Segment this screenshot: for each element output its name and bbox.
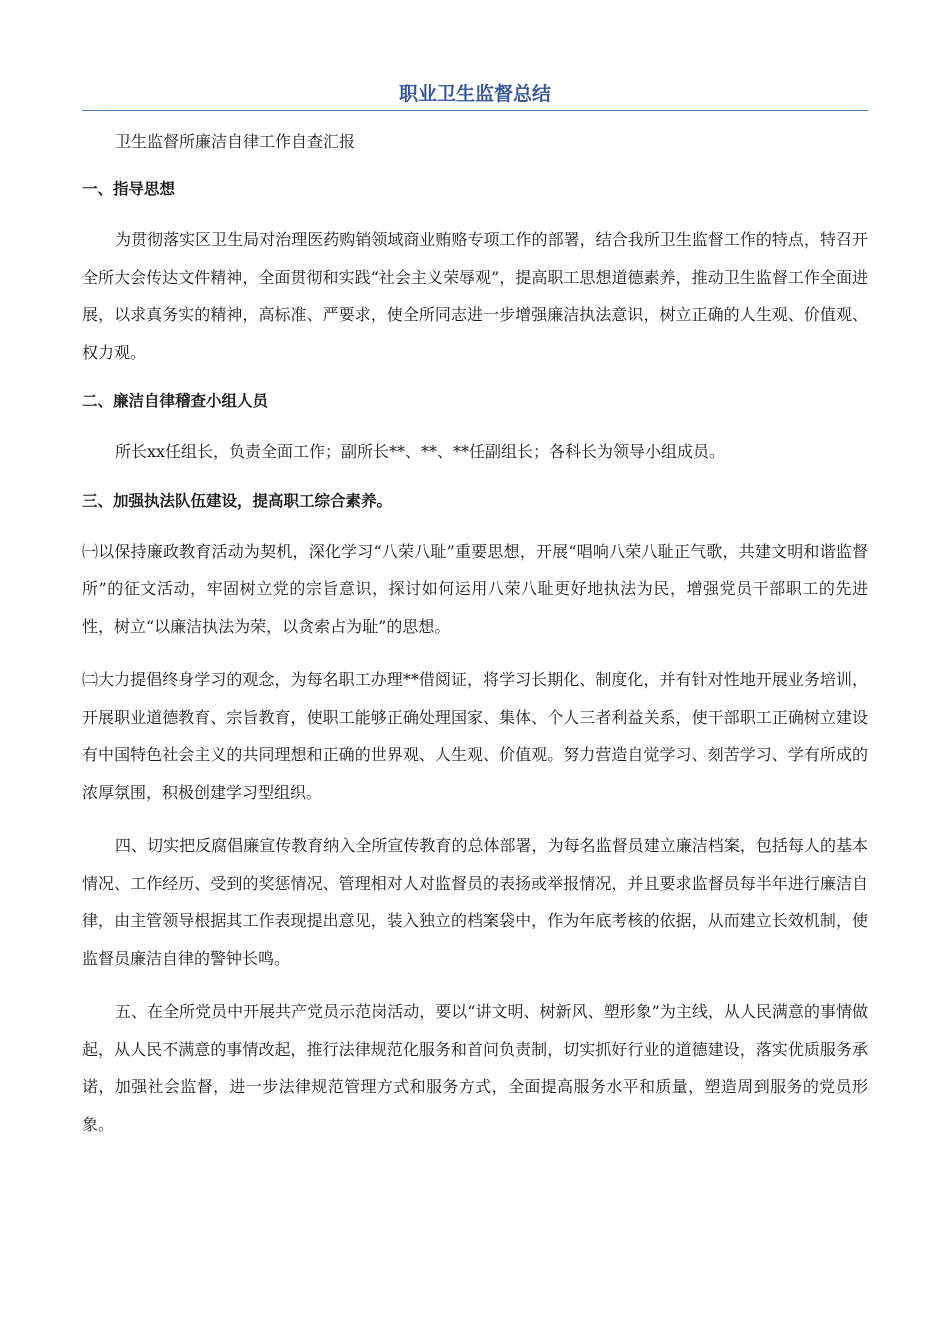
section-heading-guiding-ideology: 一、指导思想 — [82, 180, 176, 198]
header-title: 职业卫生监督总结 — [398, 83, 551, 105]
paragraph-inspection-team: 所长xx任组长，负责全面工作；副所长**、**、**任副组长；各科长为领导小组成员。 — [115, 442, 726, 461]
paragraph-item-2: ㈡大力提倡终身学习的观念，为每名职工办理**借阅证，将学习长期化、制度化，并有针对性地开展业务培训，开展职业道德教育、宗旨教育，使职工能够正确处理国家、集体、个人三者利益关系，使干部职工正确树立建设有中国特色社会主义的共同理想和正确的世界观、人生观、价值观。努力营造自觉学习、刻苦学习、学有所成的浓厚氛围，积极创建学习型组织。 — [82, 670, 868, 802]
paragraph-section-5: 五、在全所党员中开展共产党员示范岗活动，要以“讲文明、树新风、塑形象”为主线，从人民满意的事情做起，从人民不满意的事情改起，推行法律规范化服务和首问负责制，切实抓好行业的道德建设，落实优质服务承诺，加强社会监督，进一步法律规范管理方式和服务方式，全面提高服务水平和质量，塑造周到服务的党员形象。 — [82, 1002, 868, 1134]
header-divider — [82, 110, 868, 111]
section-heading-inspection-team: 二、廉洁自律稽查小组人员 — [82, 392, 269, 410]
paragraph-item-1: ㈠以保持廉政教育活动为契机，深化学习“八荣八耻”重要思想，开展“唱响八荣八耻正气歌，共建文明和谐监督所”的征文活动，牢固树立党的宗旨意识，探讨如何运用八荣八耻更好地执法为民，增强党员干部职工的先进性，树立“以廉洁执法为荣，以贪索占为耻”的思想。 — [82, 541, 868, 636]
section-heading-team-building: 三、加强执法队伍建设，提高职工综合素养。 — [82, 491, 393, 510]
document-page — [82, 78, 868, 1159]
paragraph-section-4: 四、切实把反腐倡廉宣传教育纳入全所宣传教育的总体部署，为每名监督员建立廉洁档案，包括每人的基本情况、工作经历、受到的奖惩情况、管理相对人对监督员的表扬或举报情况，并且要求监督员每半年进行廉洁自律，由主管领导根据其工作表现提出意见，装入独立的档案袋中，作为年底考核的依据，从而建立长效机制，使监督员廉洁自律的警钟长鸣。 — [82, 836, 868, 968]
document-subtitle: 卫生监督所廉洁自律工作自查汇报 — [115, 132, 356, 151]
paragraph-guiding-ideology: 为贯彻落实区卫生局对治理医药购销领域商业贿赂专项工作的部署，结合我所卫生监督工作的特点，特召开全所大会传达文件精神，全面贯彻和实践“社会主义荣辱观”，提高职工思想道德素养，推动卫生监督工作全面进展，以求真务实的精神，高标准、严要求，使全所同志进一步增强廉洁执法意识，树立正确的人生观、价值观、权力观。 — [82, 230, 868, 362]
